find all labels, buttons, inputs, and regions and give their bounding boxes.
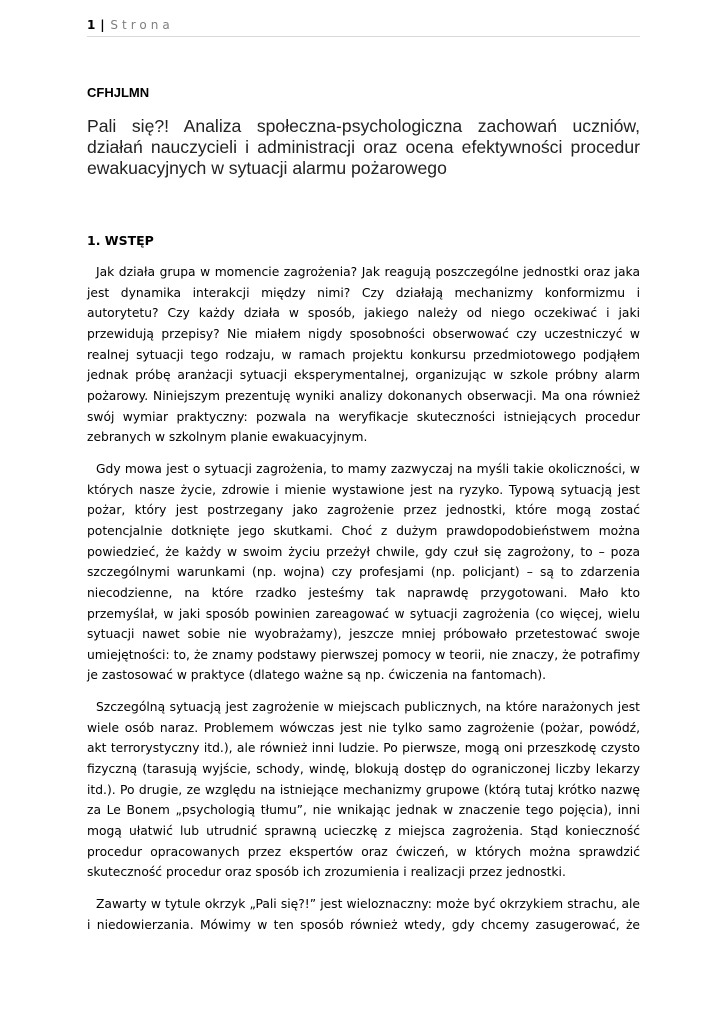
document-body [87, 262, 640, 935]
paragraph: Gdy mowa jest o sytuacji zagrożenia, to mamy zazwyczaj na myśli takie okoliczności, w których nasze życie, zdrowie i mienie wystawione jest na ryzyko. Typową sytuacją jest pożar, który jest postrzegany jako zagrożenie przez jednostki, które mogą zostać potencjalnie dotknięte jego skutkami. Choć z dużym prawdopodobieństwem można powiedzieć, że każdy w swoim życiu przeżył chwile, gdy czuł się zagrożony, to – poza szczególnymi warunkami (np. wojna) czy profesjami (np. policjant) – są to zdarzenia niecodzienne, na które rzadko jesteśmy tak naprawdę przygotowani. Mało kto przemyślał, w jaki sposób powinien zareagować w sytuacji zagrożenia (co więcej, wielu sytuacji nawet sobie nie wyobrażamy), jeszcze mniej próbowało przetestować swoje umiejętności: to, że znamy podstawy pierwszej pomocy w teorii, nie znaczy, że potrafimy je zastosować w praktyce (dlatego ważne są np. ćwiczenia na fantomach). [87, 461, 640, 683]
page-label: Strona [110, 18, 174, 32]
paragraph: Zawarty w tytule okrzyk „Pali się?!” jest wieloznaczny: może być okrzykiem strachu, ale i niedowierzania. Mówimy w ten sposób również wtedy, gdy chcemy zasugerować, że [87, 897, 640, 932]
header-separator: | [100, 18, 105, 32]
document-title: Pali się?! Analiza społeczna-psychologiczna zachowań uczniów, działań nauczycieli i administracji oraz ocena efektywności procedur ewakuacyjnych w sytuacji alarmu pożarowego [87, 116, 640, 178]
paragraph: Szczególną sytuacją jest zagrożenie w miejscach publicznych, na które narażonych jest wiele osób naraz. Problemem wówczas jest nie tylko samo zagrożenie (pożar, powódź, akt terrorystyczny itd.), ale również inni ludzie. Po pierwsze, mogą oni przeszkodę czysto fizyczną (tarasują wyjście, schody, windę, blokują dostęp do ograniczonej liczby lekarzy itd.). Po drugie, ze względu na istniejące mechanizmy grupowe (którą tutaj krótko nazwę za Le Bonem „psychologią tłumu”, nie wnikając jednak w znaczenie tego pojęcia), inni mogą ułatwić lub utrudnić sprawną ucieczkę z miejsca zagrożenia. Stąd konieczność procedur opracowanych przez ekspertów oraz ćwiczeń, w których można sprawdzić skuteczność procedur oraz sposób ich zrozumienia i realizacji przez jednostki. [87, 700, 640, 880]
section-heading: 1. WSTĘP [87, 233, 154, 248]
document-code: CFHJLMN [87, 85, 150, 100]
paragraph: Jak działa grupa w momencie zagrożenia? Jak reagują poszczególne jednostki oraz jaka jest dynamika interakcji między nimi? Czy działają mechanizmy konformizmu i autorytetu? Czy każdy działa w sposób, jakiego należy od niego oczekiwać i jaki przewidują przepisy? Nie miałem nigdy sposobności obserwować czy uczestniczyć w realnej sytuacji tego rodzaju, w ramach projektu konkursu przedmiotowego podjąłem jednak próbę aranżacji sytuacji eksperymentalnej, organizując w szkole próbny alarm pożarowy. Niniejszym prezentuję wyniki analizy dokonanych obserwacji. Ma ona również swój wymiar praktyczny: pozwala na weryfikacje skuteczności istniejących procedur zebranych w szkolnym planie ewakuacyjnym. [87, 265, 640, 445]
page-number: 1 [87, 18, 96, 32]
page-header [87, 16, 640, 37]
